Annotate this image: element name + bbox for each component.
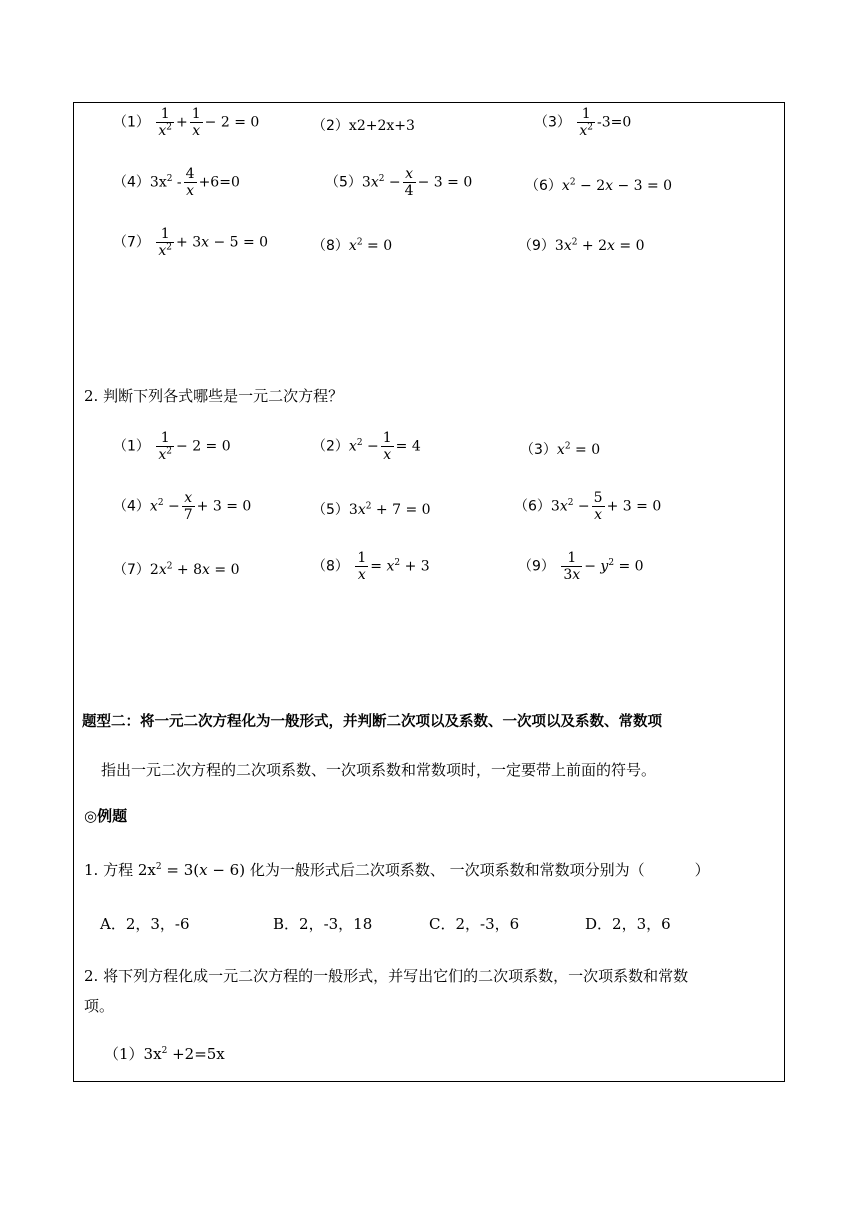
option-c: C．2，-3，6 <box>429 915 520 933</box>
question-2-line1: 2. 将下列方程化成一元二次方程的一般形式，并写出它们的二次项系数，一次项系数和常数 <box>84 967 689 985</box>
eq-1-2: （2）x2+2x+3 <box>312 118 415 134</box>
eq-2-4: $(4)x^2$ − $\frac{x}{7}$ + 3 = 0 <box>113 490 252 523</box>
eq-1-5: $(5)3x^2$ − $\frac{x}{4}$ − 3 = 0 <box>325 166 473 199</box>
question-2-line2: 项。 <box>84 997 115 1015</box>
eq-2-9: （9） $\frac{1}{3x}$ − $y^2 = 0$ <box>518 550 644 583</box>
question-2-item1: $(1)3x^2 +2=5x$ <box>104 1045 225 1063</box>
eq-1-6: $(6)x^2 - 2x - 3 = 0$ <box>525 177 673 194</box>
eq-1-9: $(9)3x^2 + 2x = 0$ <box>518 237 645 254</box>
eq-2-2: $(2)x^2$ − $\frac{1}{x}$ = 4 <box>312 430 421 463</box>
eq-2-3: $(3)x^2 = 0$ <box>520 441 601 458</box>
eq-2-8: （8） $\frac{1}{x}$ = $x^2 + 3$ <box>312 550 430 583</box>
eq-2-7: $(7)2x^2 + 8x = 0$ <box>113 561 240 578</box>
option-b: B．2，-3，18 <box>273 915 373 933</box>
type2-heading: 题型二：将一元二次方程化为一般形式，并判断二次项以及系数、一次项以及系数、常数项 <box>82 714 662 730</box>
type2-note: 指出一元二次方程的二次项系数、一次项系数和常数项时，一定要带上前面的符号。 <box>101 761 657 779</box>
eq-2-1: （1） $\frac{1}{x^2}$ − 2 = 0 <box>113 430 231 463</box>
section2-title: 2. 判断下列各式哪些是一元二次方程？ <box>84 387 344 405</box>
eq-1-4: $(4)3x^2$ - $\frac{4}{x}$ +6=0 <box>113 166 240 199</box>
eq-1-7: （7） $\frac{1}{x^2}$ + 3x − 5 = 0 <box>113 226 269 259</box>
eq-1-1: （1） $\frac{1}{x^2}$ + $\frac{1}{x}$ − 2 = 0 <box>113 106 260 139</box>
eq-2-5: $(5)3x^2 + 7 = 0$ <box>312 501 431 518</box>
eq-1-8: $(8)x^2 = 0$ <box>312 237 393 254</box>
eq-2-6: $(6)3x^2$ − $\frac{5}{x}$ + 3 = 0 <box>514 490 662 523</box>
option-d: D．2，3，6 <box>585 915 671 933</box>
option-a: A．2，3，-6 <box>100 915 190 933</box>
eq-1-3: （3） $\frac{1}{x^2}$ -3=0 <box>534 106 632 139</box>
question-1: 1. 方程 $2x^2 = 3(x - 6)$ 化为一般形式后二次项系数、 一次项系数和常数项分别为（ ） <box>84 861 710 879</box>
example-label: ◎例题 <box>84 807 128 825</box>
